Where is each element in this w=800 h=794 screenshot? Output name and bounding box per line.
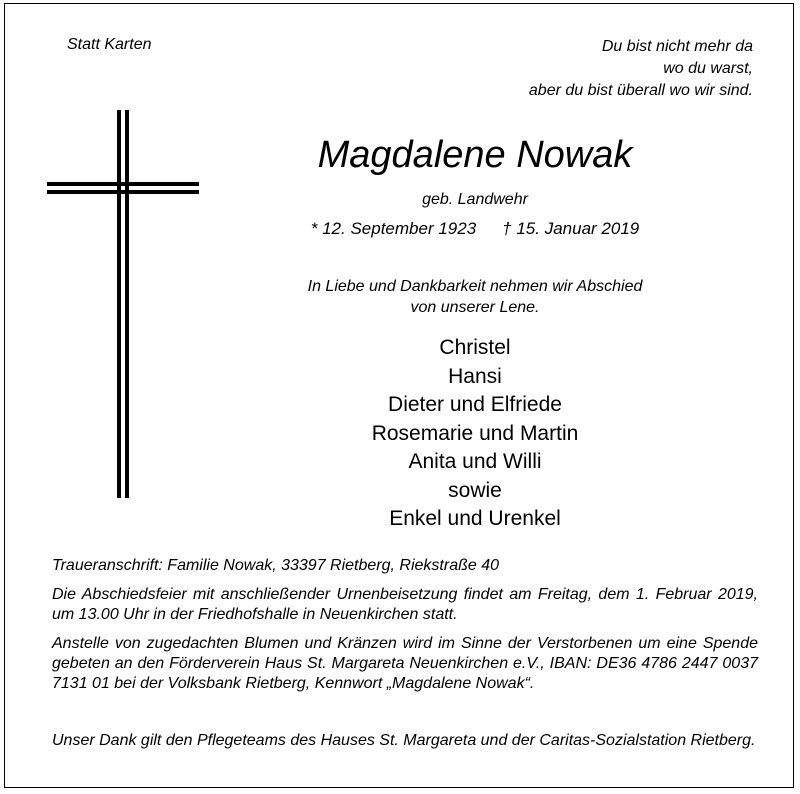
statt-karten-label: Statt Karten xyxy=(67,36,152,53)
mourner-name: Anita und Willi xyxy=(408,450,542,473)
birth-name: geb. Landwehr xyxy=(422,191,528,208)
mourner-name: Dieter und Elfriede xyxy=(388,393,562,416)
mourner-name: Rosemarie und Martin xyxy=(371,421,579,445)
donation-paragraph: Anstelle von zugedachten Blumen und Kränzen wird im Sinne der Verstorbenen um eine Spende gebeten an den Förderverein Haus St. Margareta Neuenkirchen e.V., IBAN: DE36 4786 2447 0037 7131 01 bei der Volksbank Rietberg, Kennwort „Magdalene Nowak“. xyxy=(52,635,758,692)
deceased-name: Magdalene Nowak xyxy=(317,134,633,176)
mourner-name: Christel xyxy=(439,336,511,359)
poem xyxy=(529,36,753,102)
poem-line: wo du warst, xyxy=(663,60,753,77)
life-dates xyxy=(245,219,705,239)
ceremony-paragraph: Die Abschiedsfeier mit anschließender Urnenbeisetzung findet am Freitag, dem 1. Februar 2019, um 13.00 Uhr in der Friedhofshalle in Neuenkirchen statt. xyxy=(52,586,758,623)
obituary-notice xyxy=(4,3,794,788)
thanks-paragraph: Unser Dank gilt den Pflegeteams des Hauses St. Margareta und der Caritas-Sozialstation Rietberg. xyxy=(52,732,756,749)
cross-icon xyxy=(47,110,199,498)
mourner-name: Hansi xyxy=(448,364,502,388)
poem-line: aber du bist überall wo wir sind. xyxy=(528,82,753,99)
mourner-name: Enkel und Urenkel xyxy=(389,507,561,530)
birth-date: * 12. September 1923 xyxy=(310,219,477,238)
farewell-line: In Liebe und Dankbarkeit nehmen wir Abschied xyxy=(307,278,643,295)
mourning-address: Traueranschrift: Familie Nowak, 33397 Rietberg, Riekstraße 40 xyxy=(52,557,499,574)
poem-line: Du bist nicht mehr da xyxy=(601,38,753,55)
mourners-list xyxy=(245,334,705,534)
farewell-line: von unserer Lene. xyxy=(410,299,540,316)
death-date: † 15. Januar 2019 xyxy=(502,219,640,238)
mourner-name: sowie xyxy=(448,478,502,502)
farewell-text xyxy=(245,276,705,318)
